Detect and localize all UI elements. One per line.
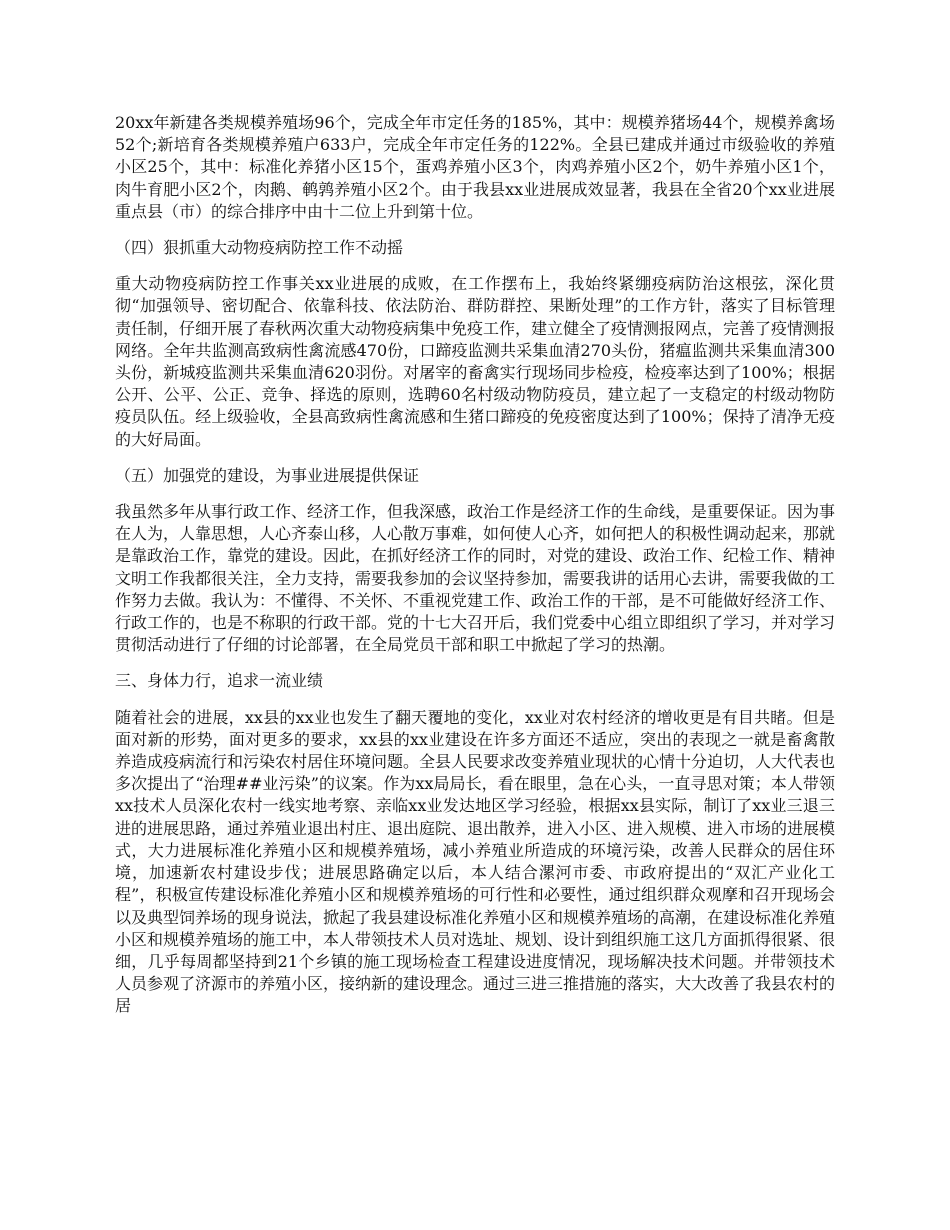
section-heading-performance: 三、身体力行，追求一流业绩 (115, 671, 324, 691)
section-heading-party-building: （五）加强党的建设，为事业进展提供保证 (115, 465, 420, 485)
section-heading-epidemic-control: （四）狠抓重大动物疫病防控工作不动摇 (115, 238, 404, 258)
paragraph-party-building: 我虽然多年从事行政工作、经济工作，但我深感，政治工作是经济工作的生命线，是重要保证。因为事在人为，人靠思想，人心齐泰山移，人心散万事难，如何使人心齐，如何把人的积极性调动起来，那就是靠政治工作，靠党的建设。因此，在抓好经济工作的同时，对党的建设、政治工作、纪检工作、精神文明工作我都很关注，全力支持，需要我参加的会议坚持参加，需要我讲的话用心去讲，需要我做的工作努力去做。我认为：不懂得、不关怀、不重视党建工作、政治工作的干部，是不可能做好经济工作、行政工作的，也是不称职的行政干部。党的十七大召开后，我们党委中心组立即组织了学习，并对学习贯彻活动进行了仔细的讨论部署，在全局党员干部和职工中掀起了学习的热潮。 (115, 502, 836, 655)
paragraph-performance: 随着社会的进展，xx县的xx业也发生了翻天覆地的变化，xx业对农村经济的增收更是有目共睹。但是面对新的形势，面对更多的要求，xx县的xx业建设在许多方面还不适应，突出的表现之一就是畜禽散养造成疫病流行和污染农村居住环境问题。全县人民要求改变养殖业现状的心情十分迫切，人大代表也多次提出了“治理##业污染”的议案。作为xx局局长，看在眼里，急在心头，一直寻思对策；本人带领xx技术人员深化农村一线实地考察、亲临xx业发达地区学习经验，根据xx县实际，制订了xx业三退三进的进展思路，通过养殖业退出村庄、退出庭院、退出散养，进入小区、进入规模、进入市场的进展模式，大力进展标准化养殖小区和规模养殖场，减小养殖业所造成的环境污染，改善人民群众的居住环境，加速新农村建设步伐；进展思路确定以后，本人结合漯河市委、市政府提出的“双汇产业化工程”，积极宣传建设标准化养殖小区和规模养殖场的可行性和必要性，通过组织群众观摩和召开现场会以及典型饲养场的现身说法，掀起了我县建设标准化养殖小区和规模养殖场的高潮，在建设标准化养殖小区和规模养殖场的施工中，本人带领技术人员对选址、规划、设计到组织施工这几方面抓得很紧、很细，几乎每周都坚持到21个乡镇的施工现场检查工程建设进度情况，现场解决技术问题。并带领技术人员参观了济源市的养殖小区，接纳新的建设理念。通过三进三推措施的落实，大大改善了我县农村的居 (115, 707, 836, 1016)
paragraph-livestock-farms: 20xx年新建各类规模养殖场96个，完成全年市定任务的185%，其中：规模养猪场44个，规模养禽场52个;新培育各类规模养殖户633户，完成全年市定任务的122%。全县已建成并通过市级验收的养殖小区25个，其中：标准化养猪小区15个，蛋鸡养殖小区3个，肉鸡养殖小区2个，奶牛养殖小区1个，肉牛育肥小区2个，肉鹅、鹌鹑养殖小区2个。由于我县xx业进展成效显著，我县在全省20个xx业进展重点县（市）的综合排序中由十二位上升到第十位。 (115, 113, 835, 221)
paragraph-epidemic-control: 重大动物疫病防控工作事关xx业进展的成败，在工作摆布上，我始终紧绷疫病防治这根弦，深化贯彻“加强领导、密切配合、依靠科技、依法防治、群防群控、果断处理”的工作方针，落实了目标管理责任制，仔细开展了春秋两次重大动物疫病集中免疫工作，建立健全了疫情测报网点，完善了疫情测报网络。全年共监测高致病性禽流感470份，口蹄疫监测共采集血清270头份，猪瘟监测共采集血清300头份，新城疫监测共采集血清620羽份。对屠宰的畜禽实行现场同步检疫，检疫率达到了100%；根据公开、公平、公正、竞争、择选的原则，选聘60名村级动物防疫员，建立起了一支稳定的村级动物防疫员队伍。经上级验收，全县高致病性禽流感和生猪口蹄疫的免疫密度达到了100%；保持了清净无疫的大好局面。 (115, 274, 836, 449)
document-page (115, 112, 835, 1032)
